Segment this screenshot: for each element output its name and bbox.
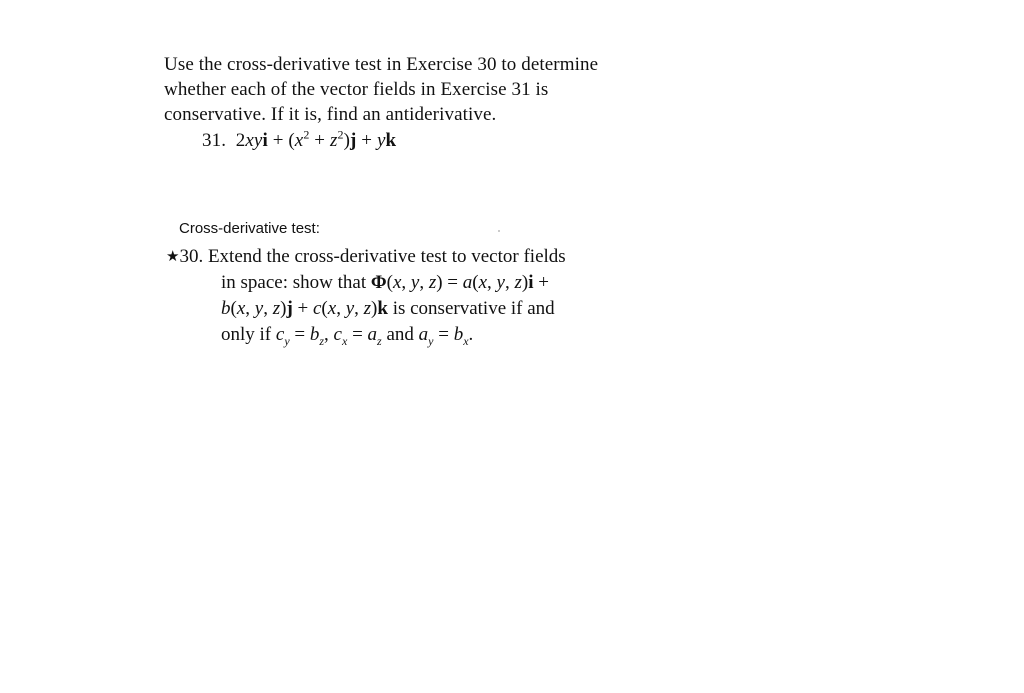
instruction-line-1: Use the cross-derivative test in Exercise 30 to determine [164,54,599,75]
exercise-30-line-3: b(x, y, z)j + c(x, y, z)k is conservative if and [221,298,555,319]
exercise-30-line-4: only if $c_y = b_z$, $c_x = a_z$ and $a_y = b_x$. [221,324,474,348]
star-icon: ★ [166,247,180,265]
exercise-31 [164,128,684,153]
exercise-30-number: 30. [179,246,204,267]
exercise-30 [166,244,666,348]
instruction-line-3: conservative. If it is, find an antiderivative. [164,104,497,125]
exercise-31-expression: $2xyi + (x^2 + z^2)j$ + yk [230,127,397,151]
exercise-30-line-1 [166,244,666,270]
exercise-30-text-1: Extend the cross-derivative test to vector fields [207,246,566,267]
speck-mark [498,230,500,232]
instruction-line-2: whether each of the vector fields in Exercise 31 is [164,79,549,100]
instruction-block [164,52,684,153]
exercise-30-line-2: in space: show that Φ(x, y, z) = a(x, y, z)i + [221,272,549,293]
exercise-31-number: 31. [202,130,227,151]
cross-derivative-label: Cross-derivative test: [179,220,320,237]
